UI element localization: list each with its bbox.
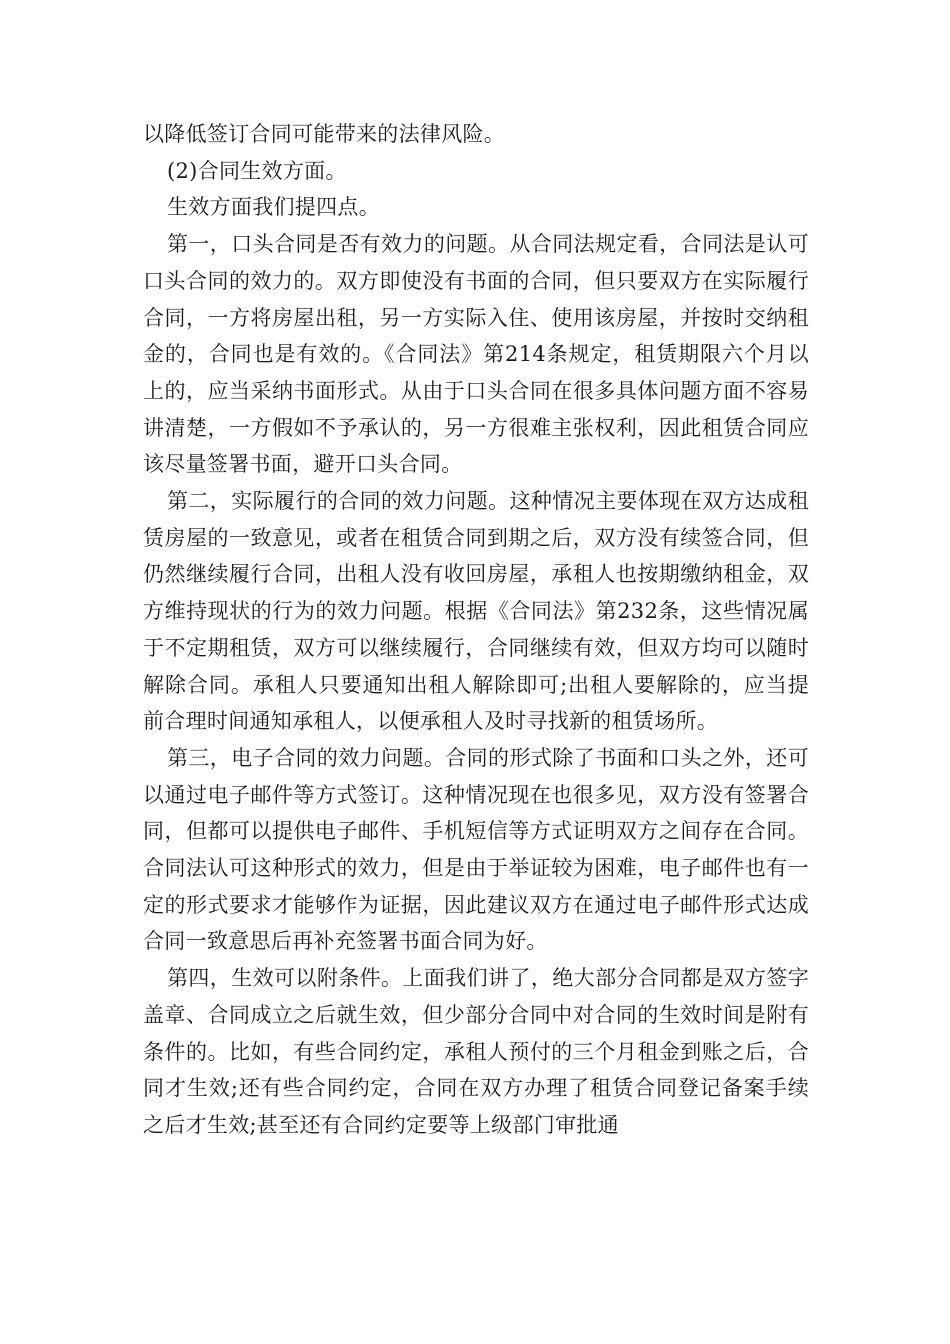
paragraph-4: 第一，口头合同是否有效力的问题。从合同法规定看，合同法是认可口头合同的效力的。双方即使没有书面的合同，但只要双方在实际履行合同，一方将房屋出租，另一方实际入住、使用该房屋，并按时交纳租金的，合同也是有效的。《合同法》第214条规定，租赁期限六个月以上的，应当采纳书面形式。从由于口头合同在很多具体问题方面不容易讲清楚，一方假如不予承认的，另一方很难主张权利，因此租赁合同应该尽量签署书面，避开口头合同。 — [143, 232, 809, 477]
paragraph-1: 以降低签订合同可能带来的法律风险。 — [143, 122, 506, 146]
paragraph-3: 生效方面我们提四点。 — [167, 195, 380, 220]
paragraph-2: (2)合同生效方面。 — [167, 158, 347, 183]
paragraph-7: 第四，生效可以附条件。上面我们讲了，绝大部分合同都是双方签字盖章、合同成立之后就生效，但少部分合同中对合同的生效时间是附有条件的。比如，有些合同约定，承租人预付的三个月租金到账之后，合同才生效;还有些合同约定，合同在双方办理了租赁合同登记备案手续之后才生效;甚至还有合同约定要等上级部门审批通 — [143, 966, 809, 1137]
paragraph-5: 第二，实际履行的合同的效力问题。这种情况主要体现在双方达成租赁房屋的一致意见，或者在租赁合同到期之后，双方没有续签合同，但仍然继续履行合同，出租人没有收回房屋，承租人也按期缴纳租金，双方维持现状的行为的效力问题。根据《合同法》第232条，这些情况属于不定期租赁，双方可以继续履行，合同继续有效，但双方均可以随时解除合同。承租人只要通知出租人解除即可;出租人要解除的，应当提前合理时间通知承租人，以便承租人及时寻找新的租赁场所。 — [143, 489, 809, 734]
paragraph-6: 第三，电子合同的效力问题。合同的形式除了书面和口头之外，还可以通过电子邮件等方式签订。这种情况现在也很多见，双方没有签署合同，但都可以提供电子邮件、手机短信等方式证明双方之间存在合同。合同法认可这种形式的效力，但是由于举证较为困难，电子邮件也有一定的形式要求才能够作为证据，因此建议双方在通过电子邮件形式达成合同一致意思后再补充签署书面合同为好。 — [143, 745, 809, 954]
document-body — [143, 116, 809, 1144]
